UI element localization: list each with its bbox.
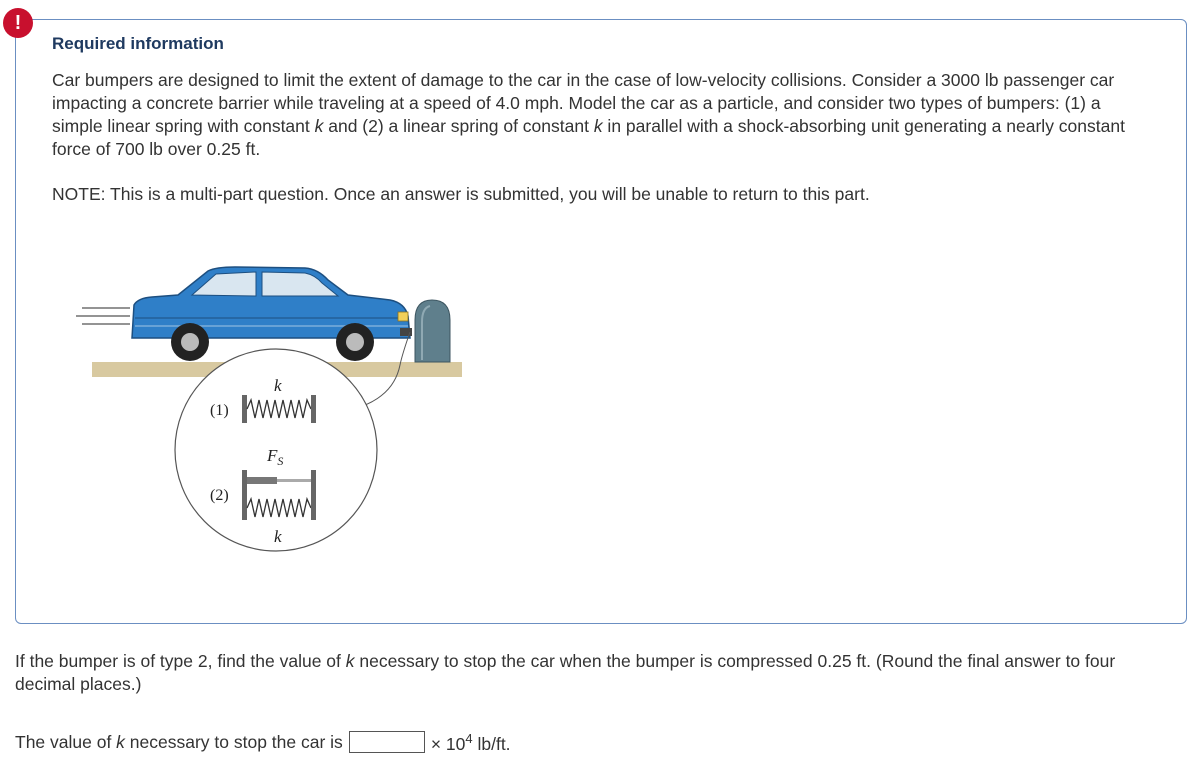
answer-exponent: 4 <box>465 731 473 746</box>
label-fs-subscript: S <box>277 454 284 468</box>
problem-text-part: in parallel with a shock-absorbing unit generating a nearly constant force of 700 lb over 0.25 ft. <box>52 116 1125 159</box>
answer-variable-k: k <box>116 731 125 752</box>
concrete-barrier <box>415 300 450 362</box>
label-fs-main: F <box>267 446 278 465</box>
required-info-title: Required information <box>52 34 224 53</box>
car-illustration <box>132 267 412 361</box>
label-k-top: k <box>274 376 282 395</box>
problem-text-part: and (2) a linear spring of constant <box>323 116 594 136</box>
speed-lines <box>76 308 130 324</box>
multi-part-note: NOTE: This is a multi-part question. Once an answer is submitted, you will be unable to return to this part. <box>52 184 870 204</box>
question-variable-k: k <box>345 651 355 671</box>
k-value-input[interactable] <box>349 731 425 753</box>
answer-prefix: The value of <box>15 731 117 752</box>
problem-statement <box>52 69 1132 161</box>
problem-variable-k: k <box>593 116 603 136</box>
problem-text-part: Car bumpers are designed to limit the extent of damage to the car in the case of low-velocity collisions. Consider a 3000 lb passenger car impacting a concrete barrier while traveling at a speed of 4.0 mph. Model the car as a particle, and consider two types of bumpers: (1) a simple linear spring with constant <box>52 70 1115 136</box>
label-type-1: (1) <box>210 402 229 419</box>
alert-icon: ! <box>3 8 33 38</box>
answer-unit-label: lb/ft. <box>472 734 511 754</box>
label-type-2: (2) <box>210 487 229 504</box>
answer-row <box>15 727 511 756</box>
answer-prefix-rest: necessary to stop the car is <box>124 731 343 752</box>
question-prompt <box>15 650 1155 696</box>
problem-variable-k: k <box>314 116 324 136</box>
question-text-part: necessary to stop the car when the bumper is compressed 0.25 ft. (Round the final answer to four decimal places.) <box>15 651 1116 694</box>
question-text-part: If the bumper is of type 2, find the value of <box>15 651 346 671</box>
answer-unit <box>431 727 511 756</box>
answer-multiplier: × 10 <box>430 734 466 754</box>
label-k-bottom: k <box>274 527 282 546</box>
car-bumper-figure <box>60 250 480 590</box>
